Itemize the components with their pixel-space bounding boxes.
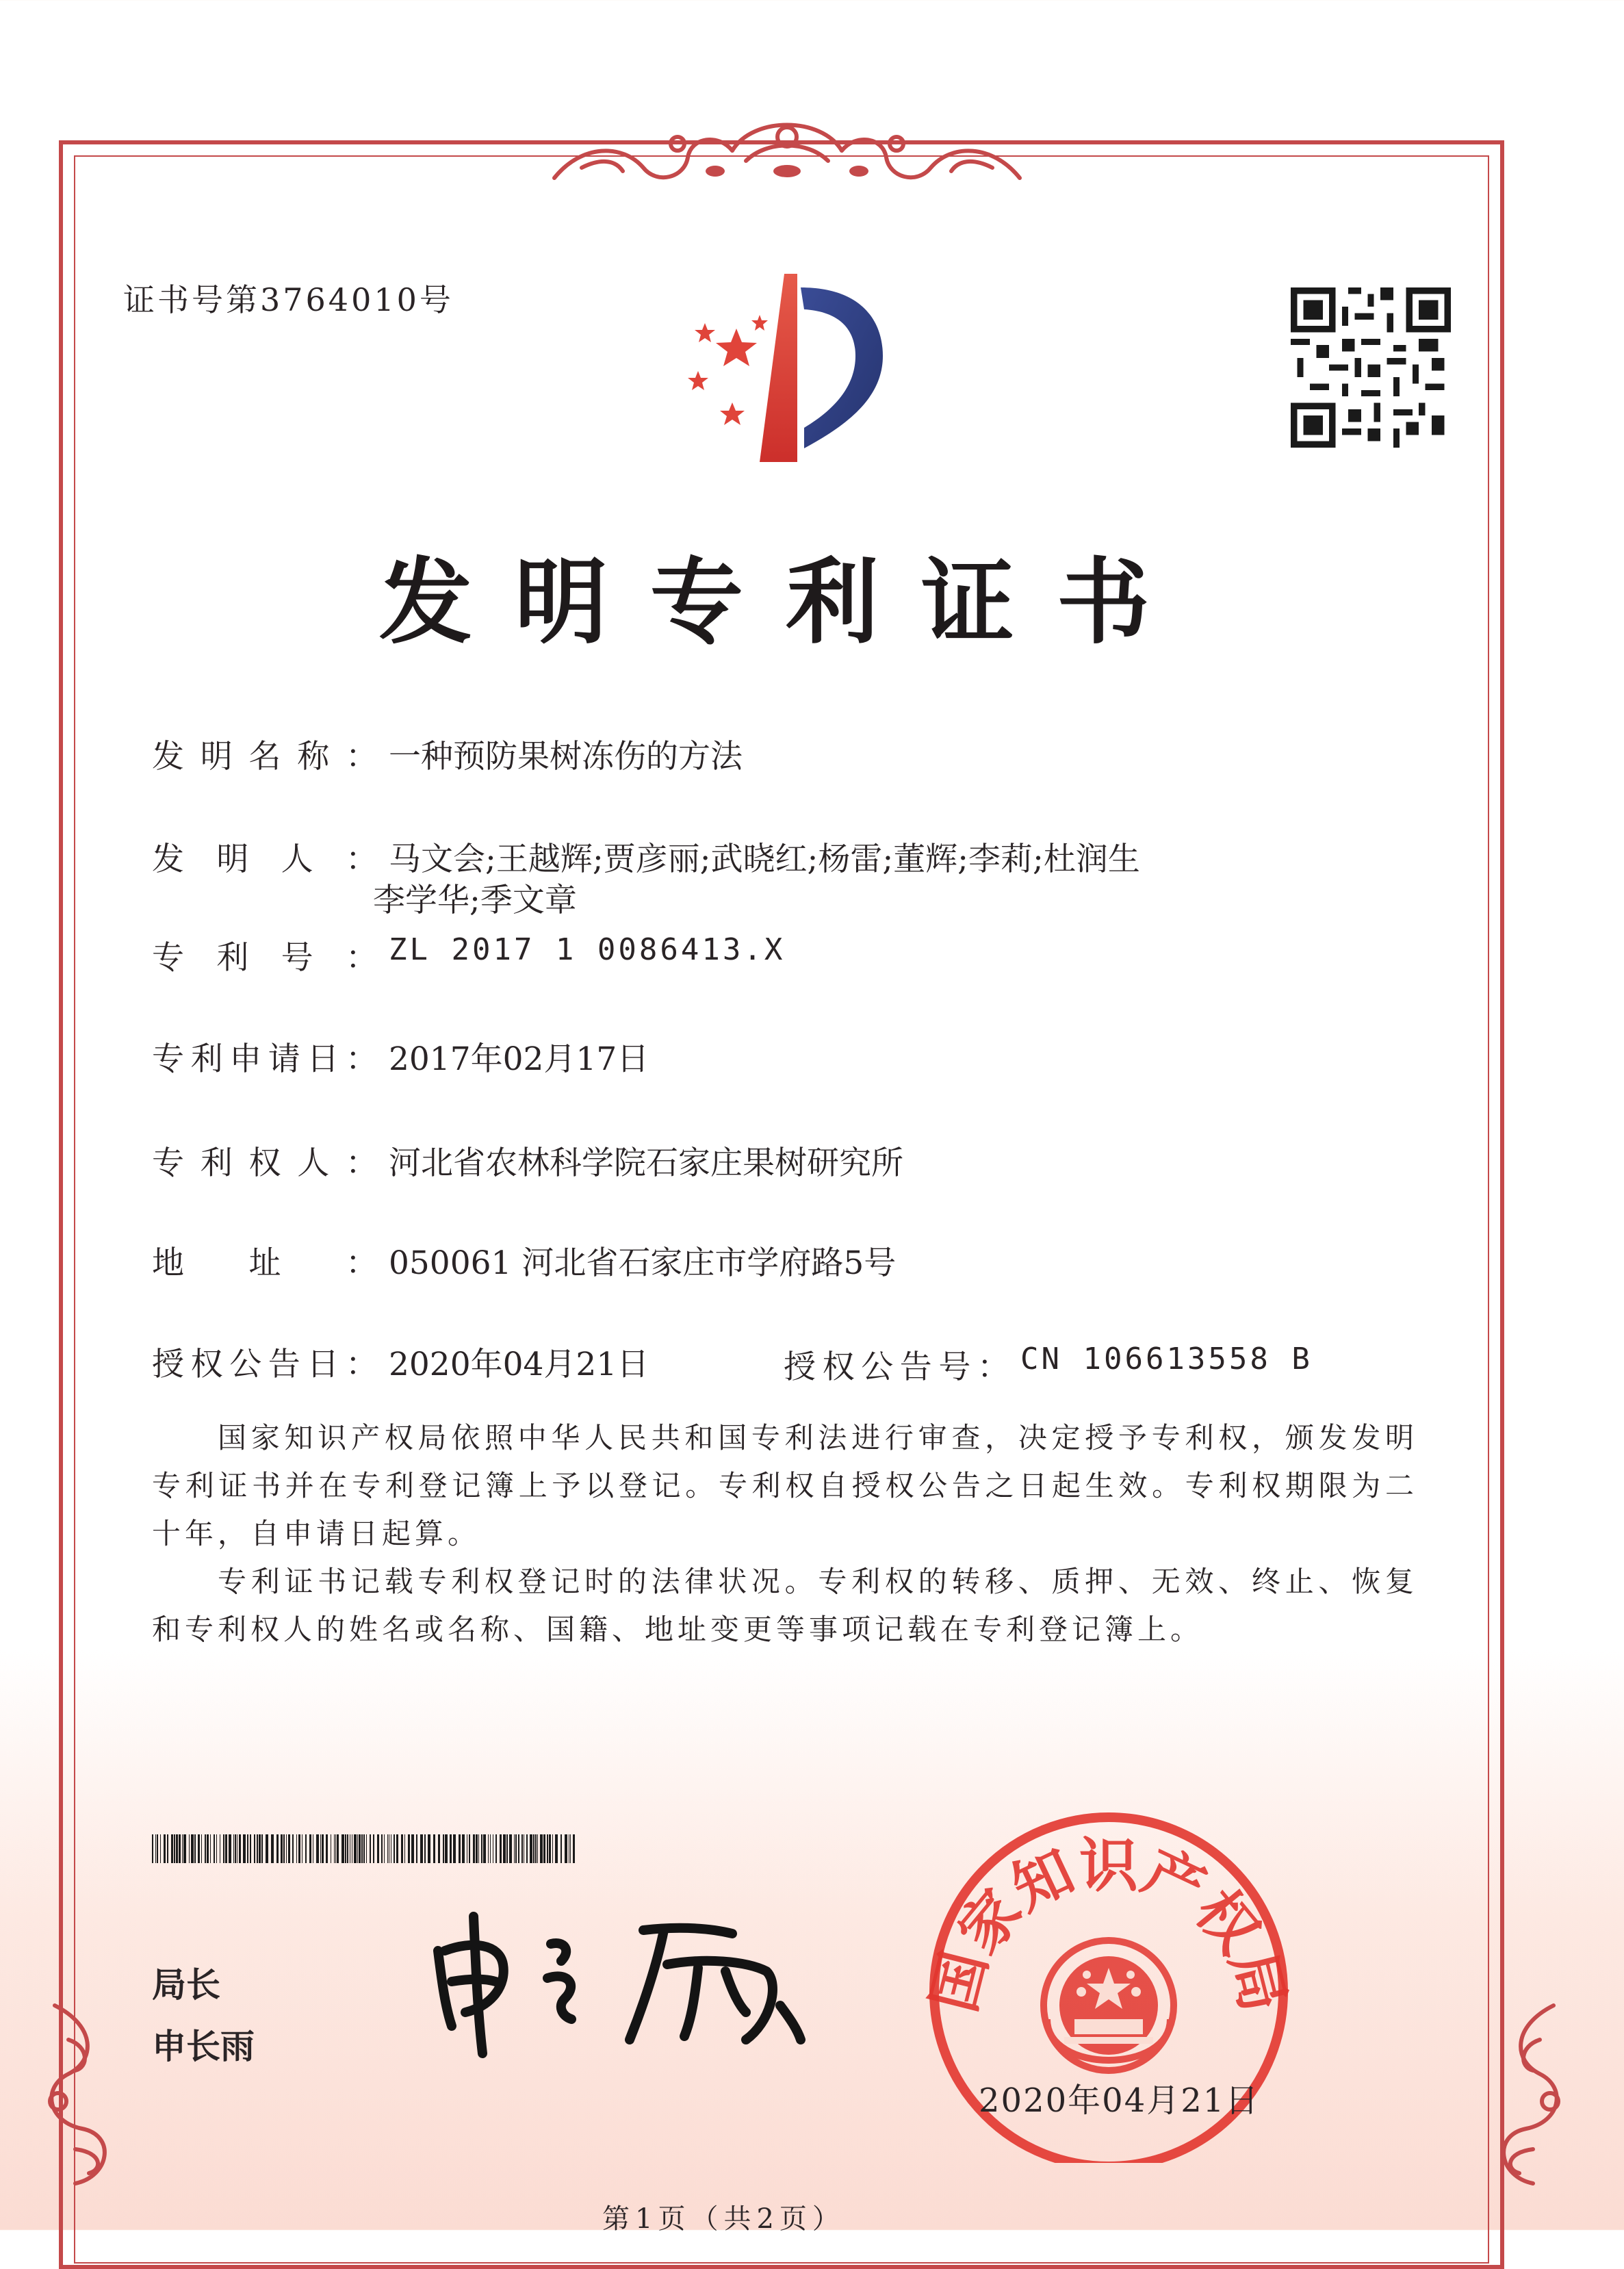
cnipa-emblem-icon [657, 260, 917, 472]
field-inventors [152, 834, 1140, 880]
field-label: 授权公告号： [784, 1348, 1009, 1386]
certificate-title: 发明专利证书 [379, 548, 1192, 657]
field-inventors-line2: 李学华;季文章 [373, 882, 577, 919]
field-address [152, 1238, 896, 1283]
seal-date: 2020年04月21日 [979, 2081, 1260, 2120]
top-ornament-icon [541, 103, 1033, 192]
field-label: 发明人： [152, 841, 378, 878]
barcode-icon [152, 1834, 576, 1863]
field-invention-name [152, 731, 743, 777]
legal-paragraph-1: 国家知识产权局依照中华人民共和国专利法进行审查，决定授予专利权，颁发发明专利证书并在专利登记簿上予以登记。专利权自授权公告之日起生效。专利权期限为二十年，自申请日起算。 [152, 1421, 1418, 1550]
field-label: 发明名称： [152, 738, 378, 775]
field-label: 专利权人： [152, 1144, 378, 1182]
page-number: 第1页（共2页） [602, 2203, 845, 2235]
field-patent-number [152, 932, 785, 978]
field-grant-date [152, 1339, 649, 1385]
qr-code-icon [1291, 287, 1451, 448]
field-label: 授权公告日： [152, 1346, 378, 1383]
field-value: 一种预防果树冻伤的方法 [389, 738, 743, 775]
field-value: 马文会;王越辉;贾彦丽;武晓红;杨雷;董辉;李莉;杜润生 [389, 841, 1140, 878]
director-title: 局长 [152, 1965, 220, 2005]
field-patentee [152, 1138, 903, 1183]
field-grant-number [784, 1342, 1313, 1387]
certificate-number: 证书号第3764010号 [123, 281, 454, 318]
field-value: 050061 河北省石家庄市学府路5号 [389, 1244, 897, 1282]
corner-ornament-right-icon [1478, 1999, 1581, 2218]
field-value: 2017年02月17日 [389, 1040, 649, 1078]
field-value: 2020年04月21日 [389, 1346, 649, 1383]
field-label: 地址： [152, 1244, 378, 1282]
field-value: 河北省农林科学院石家庄果树研究所 [389, 1144, 903, 1182]
field-label: 专利申请日： [152, 1040, 378, 1078]
field-value: ZL 2017 1 0086413.X [389, 932, 786, 967]
director-name: 申长雨 [152, 2027, 255, 2066]
field-label: 专利号： [152, 939, 378, 977]
field-application-date [152, 1034, 649, 1079]
field-value: CN 106613558 B [1020, 1342, 1313, 1376]
director-signature-icon [424, 1903, 808, 2060]
legal-paragraph-2: 专利证书记载专利权登记时的法律状况。专利权的转移、质押、无效、终止、恢复和专利权人的姓名或名称、国籍、地址变更等事项记载在专利登记簿上。 [152, 1565, 1418, 1646]
corner-ornament-left-icon [27, 1999, 130, 2218]
seal-text: 国家知识产权局 [919, 1832, 1298, 2019]
